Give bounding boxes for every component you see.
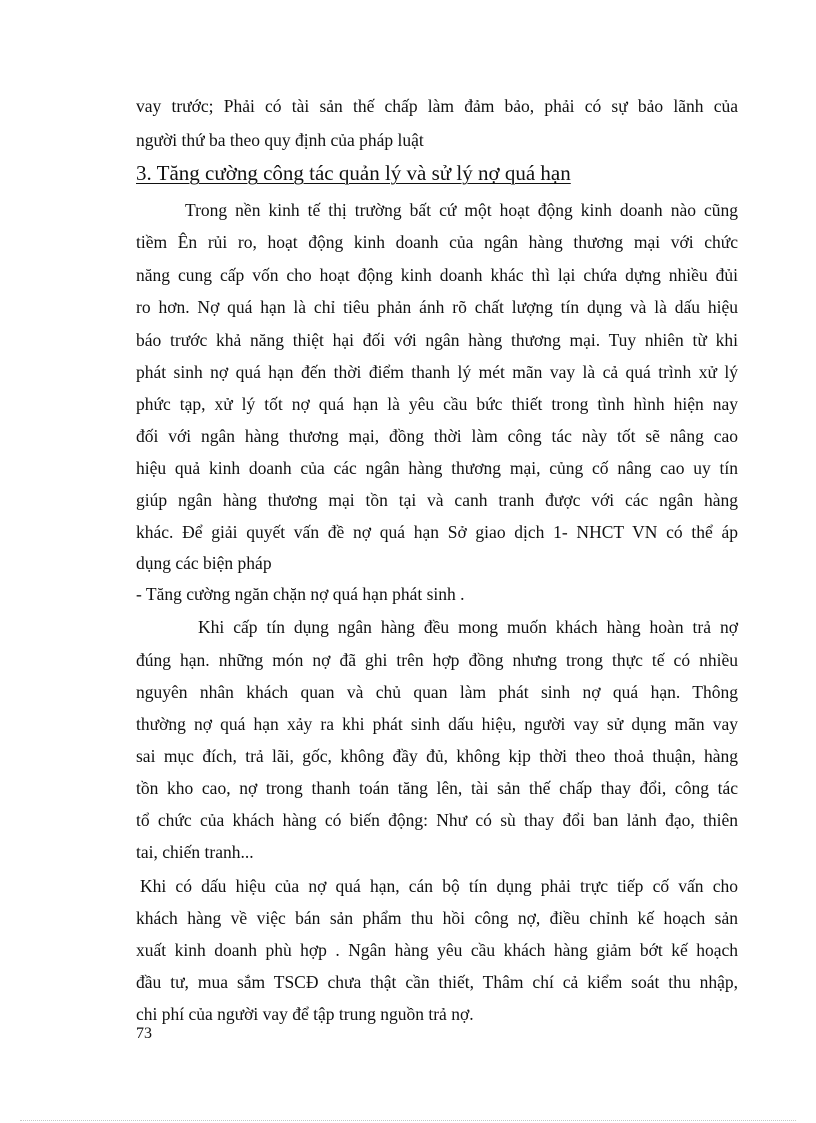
- text-line: người thứ ba theo quy định của pháp luật: [136, 130, 424, 150]
- text-line: hiệu quả kinh doanh của các ngân hàng thương mại, củng cố nâng cao uy tín: [136, 458, 738, 478]
- bullet-item: - Tăng cường ngăn chặn nợ quá hạn phát sinh .: [136, 584, 465, 604]
- text-line: khác. Để giải quyết vấn đề nợ quá hạn Sở giao dịch 1- NHCT VN có thể áp: [136, 522, 738, 542]
- text-line: phức tạp, xử lý tốt nợ quá hạn là yêu cầu bức thiết trong tình hình hiện nay: [136, 394, 738, 414]
- text-line: năng cung cấp vốn cho hoạt động kinh doanh khác thì lại chứa dựng nhiều đủi: [136, 265, 738, 285]
- text-line: tiềm Ên rủi ro, hoạt động kinh doanh của ngân hàng thương mại với chức: [136, 232, 738, 252]
- text-line: sai mục đích, trả lãi, gốc, không đầy đủ, không kịp thời theo thoả thuận, hàng: [136, 746, 738, 766]
- text-line: vay trước; Phải có tài sản thế chấp làm đảm bảo, phải có sự bảo lãnh của: [136, 96, 738, 116]
- text-line: nguyên nhân khách quan và chủ quan làm phát sinh nợ quá hạn. Thông: [136, 682, 738, 702]
- text-line: chi phí của người vay để tập trung nguồn trả nợ.: [136, 1004, 474, 1024]
- page-number: 73: [136, 1025, 152, 1042]
- text-line: đúng hạn. những món nợ đã ghi trên hợp đồng nhưng trong thực tế có nhiều: [136, 650, 738, 670]
- text-line: đầu tư, mua sắm TSCĐ chưa thật cần thiết, Thâm chí cả kiểm soát thu nhập,: [136, 972, 738, 992]
- text-line: Khi có dấu hiệu của nợ quá hạn, cán bộ tín dụng phải trực tiếp cố vấn cho: [140, 876, 738, 896]
- text-line: Trong nền kinh tế thị trường bất cứ một hoạt động kinh doanh nào cũng: [185, 200, 738, 220]
- text-line: báo trước khả năng thiệt hại đối với ngân hàng thương mại. Tuy nhiên từ khi: [136, 330, 738, 350]
- text-line: xuất kinh doanh phù hợp . Ngân hàng yêu cầu khách hàng giảm bớt kế hoạch: [136, 940, 738, 960]
- text-line: tổ chức của khách hàng có biến động: Như có sù thay đổi ban lảnh đạo, thiên: [136, 810, 738, 830]
- text-line: thường nợ quá hạn xảy ra khi phát sinh dấu hiệu, người vay sử dụng mãn vay: [136, 714, 738, 734]
- text-line: khách hàng về việc bán sản phẩm thu hồi công nợ, điều chỉnh kế hoạch sản: [136, 908, 738, 928]
- text-line: đối với ngân hàng thương mại, đồng thời làm công tác này tốt sẽ nâng cao: [136, 426, 738, 446]
- text-line: tồn kho cao, nợ trong thanh toán tăng lên, tài sản thế chấp thay đổi, công tác: [136, 778, 738, 798]
- text-line: tai, chiến tranh...: [136, 842, 254, 862]
- text-line: phát sinh nợ quá hạn đến thời điểm thanh lý mét mãn vay là cả quá trình xử lý: [136, 362, 738, 382]
- page-bottom-rule: [20, 1120, 796, 1121]
- text-line: dụng các biện pháp: [136, 553, 272, 573]
- text-line: giúp ngân hàng thương mại tồn tại và canh tranh được với các ngân hàng: [136, 490, 738, 510]
- text-line: ro hơn. Nợ quá hạn là chỉ tiêu phản ánh rõ chất lượng tín dụng và là dấu hiệu: [136, 297, 738, 317]
- text-line: Khi cấp tín dụng ngân hàng đều mong muốn khách hàng hoàn trả nợ: [198, 617, 738, 637]
- section-heading: 3. Tăng cường công tác quản lý và sử lý nợ quá hạn: [136, 161, 571, 185]
